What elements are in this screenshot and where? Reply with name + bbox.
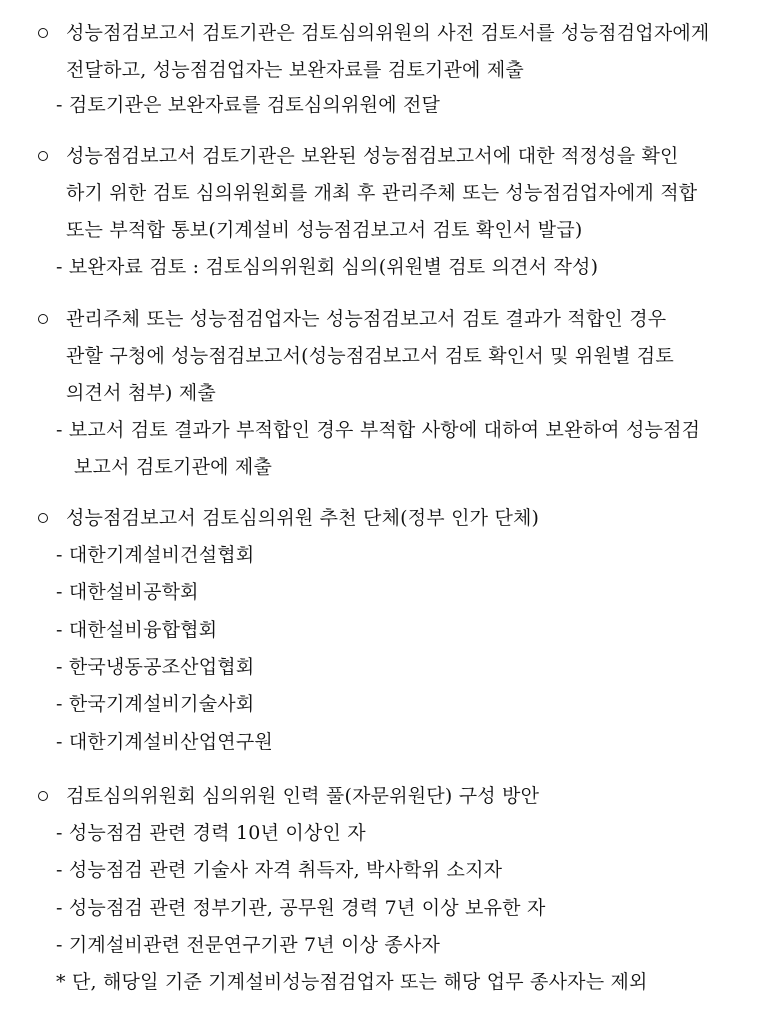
section-sub-item: - 검토기관은 보완자료를 검토심의위원에 전달 — [56, 94, 441, 116]
section-sub-item: - 보고서 검토 결과가 부적합인 경우 부적합 사항에 대하여 보완하여 성능점검 — [56, 419, 701, 441]
section-note: * 단, 해당일 기준 기계설비성능점검업자 또는 해당 업무 종사자는 제외 — [56, 971, 648, 993]
section-sub-item: - 한국냉동공조산업협회 — [56, 656, 255, 678]
section-sub-item: - 대한기계설비산업연구원 — [56, 731, 273, 753]
circle-bullet-icon — [38, 314, 48, 324]
circle-bullet-icon — [38, 791, 48, 801]
section-main-line: 검토심의위원회 심의위원 인력 풀(자문위원단) 구성 방안 — [66, 785, 540, 807]
section-sub-item: - 한국기계설비기술사회 — [56, 693, 255, 715]
section-main-line: 전달하고, 성능점검업자는 보완자료를 검토기관에 제출 — [66, 59, 524, 81]
section-sub-item: - 보완자료 검토 : 검토심의위원회 심의(위원별 검토 의견서 작성) — [56, 256, 599, 278]
section-sub-item: - 성능점검 관련 경력 10년 이상인 자 — [56, 822, 366, 844]
section-main-line: 관리주체 또는 성능점검업자는 성능점검보고서 검토 결과가 적합인 경우 — [66, 308, 667, 330]
section-sub-item: - 성능점검 관련 기술사 자격 취득자, 박사학위 소지자 — [56, 859, 503, 881]
section-sub-item: 보고서 검토기관에 제출 — [74, 456, 273, 478]
section-main-line: 관할 구청에 성능점검보고서(성능점검보고서 검토 확인서 및 위원별 검토 — [66, 345, 674, 367]
section-main-line: 성능점검보고서 검토기관은 보완된 성능점검보고서에 대한 적정성을 확인 — [66, 145, 679, 167]
section-main-line: 의견서 첨부) 제출 — [66, 382, 216, 404]
section-main-line: 하기 위한 검토 심의위원회를 개최 후 관리주체 또는 성능점검업자에게 적합 — [66, 182, 698, 204]
section-sub-item: - 대한기계설비건설협회 — [56, 544, 255, 566]
section-main-line: 또는 부적합 통보(기계설비 성능점검보고서 검토 확인서 발급) — [66, 219, 583, 241]
section-main-line: 성능점검보고서 검토기관은 검토심의위원의 사전 검토서를 성능점검업자에게 — [66, 22, 710, 44]
circle-bullet-icon — [38, 28, 48, 38]
section-main-line: 성능점검보고서 검토심의위원 추천 단체(정부 인가 단체) — [66, 507, 540, 529]
circle-bullet-icon — [38, 151, 48, 161]
section-sub-item: - 대한설비공학회 — [56, 581, 199, 603]
section-sub-item: - 대한설비융합협회 — [56, 619, 218, 641]
section-sub-item: - 기계설비관련 전문연구기관 7년 이상 종사자 — [56, 934, 441, 956]
circle-bullet-icon — [38, 513, 48, 523]
section-sub-item: - 성능점검 관련 정부기관, 공무원 경력 7년 이상 보유한 자 — [56, 897, 546, 919]
